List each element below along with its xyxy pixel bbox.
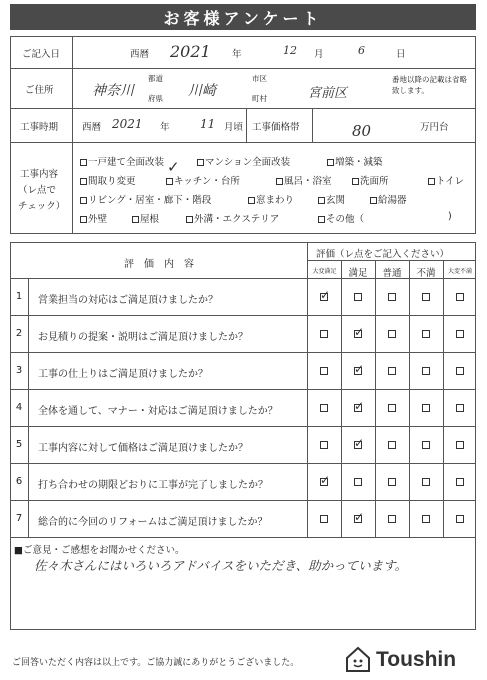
row-divider <box>10 389 476 390</box>
date-month: 12 <box>283 44 297 57</box>
period-era: 西暦 <box>82 122 102 133</box>
opt-other[interactable]: その他（ <box>318 211 364 225</box>
row-divider <box>10 463 476 464</box>
row-divider <box>10 352 476 353</box>
rating-check-mark: ✓ <box>354 325 365 339</box>
rating-checkbox[interactable] <box>320 330 328 338</box>
rating-checkbox[interactable] <box>422 441 430 449</box>
rating-checkbox[interactable] <box>456 293 464 301</box>
opt-exterior[interactable]: 外溝・エクステリア <box>186 211 279 225</box>
rating-checkbox[interactable] <box>422 293 430 301</box>
period-month: 11 <box>200 117 216 131</box>
date-year-unit: 年 <box>232 49 242 60</box>
opt-toilet[interactable]: トイレ <box>428 173 464 187</box>
rating-checkbox[interactable] <box>456 404 464 412</box>
opt-roof[interactable]: 屋根 <box>132 211 159 225</box>
col-very-dissatisfied: 大変不満 <box>447 268 472 275</box>
opt-other-close: ) <box>448 211 452 222</box>
col-neutral: 普通 <box>382 268 402 279</box>
price-value: 80 <box>352 122 372 140</box>
date-label: ご記入日 <box>22 49 61 60</box>
date-era: 西暦 <box>130 49 150 60</box>
row-divider <box>10 500 476 501</box>
address-pref-top: 都道 <box>148 74 163 83</box>
content-label-2: （レ点で <box>18 185 57 196</box>
question-text: 工事の仕上りはご満足頂けましたか？ <box>38 369 208 380</box>
eval-header-right: 評価（レ点をご記入ください） <box>316 249 450 260</box>
rating-checkbox[interactable] <box>388 404 396 412</box>
address-town: 宮前区 <box>308 86 348 101</box>
rating-checkbox[interactable] <box>422 367 430 375</box>
address-city: 川崎 <box>188 83 216 99</box>
rating-checkbox[interactable] <box>456 441 464 449</box>
rating-checkbox[interactable] <box>456 478 464 486</box>
period-label: 工事時期 <box>20 122 59 133</box>
opt-whole-house[interactable]: 一戸建て全面改装 <box>80 154 164 168</box>
opt-water-heater[interactable]: 給湯器 <box>370 192 407 206</box>
col-dissatisfied: 不満 <box>416 268 436 279</box>
address-label: ご住所 <box>25 85 54 96</box>
footer-thanks: ご回答いただく内容は以上です。ご協力誠にありがとうございました。 <box>12 658 300 668</box>
question-text: 営業担当の対応はご満足頂けましたか？ <box>38 295 218 306</box>
question-text: 総合的に今回のリフォームはご満足頂けましたか？ <box>38 517 268 528</box>
question-number: 5 <box>15 439 23 450</box>
rating-checkbox[interactable] <box>320 367 328 375</box>
opt-entrance[interactable]: 玄関 <box>318 192 345 206</box>
rating-checkbox[interactable] <box>422 404 430 412</box>
date-month-unit: 月 <box>314 49 324 60</box>
rating-check-mark: ✓ <box>354 399 365 413</box>
rating-checkbox[interactable] <box>456 515 464 523</box>
col-very-satisfied: 大変満足 <box>312 268 337 275</box>
rating-check-mark: ✓ <box>354 510 365 524</box>
rating-checkbox[interactable] <box>422 515 430 523</box>
kitchen-check-mark: ✓ <box>167 158 180 176</box>
rating-checkbox[interactable] <box>320 515 328 523</box>
question-number: 1 <box>15 291 23 302</box>
question-text: 工事内容に対して価格はご満足頂けましたか？ <box>38 443 248 454</box>
rating-check-mark: ✓ <box>320 288 331 302</box>
rating-checkbox[interactable] <box>456 367 464 375</box>
opt-whole-mansion[interactable]: マンション全面改装 <box>197 154 290 168</box>
price-label: 工事価格帯 <box>252 122 300 133</box>
rating-check-mark: ✓ <box>320 473 331 487</box>
question-text: お見積りの提案・説明はご満足頂けましたか？ <box>38 332 248 343</box>
question-text: 打ち合わせの期限どおりに工事が完了しましたか？ <box>38 480 268 491</box>
rating-checkbox[interactable] <box>388 515 396 523</box>
opt-layout[interactable]: 間取り変更 <box>80 173 136 187</box>
rating-check-mark: ✓ <box>354 436 365 450</box>
content-label-3: チェック） <box>18 201 66 212</box>
period-month-unit: 月頃 <box>224 122 244 133</box>
rating-checkbox[interactable] <box>388 330 396 338</box>
rating-checkbox[interactable] <box>354 478 362 486</box>
question-number: 6 <box>15 476 23 487</box>
survey-title: お客様アンケート <box>10 4 476 30</box>
content-label-1: 工事内容 <box>20 169 59 180</box>
eval-header-left: 評 価 内 容 <box>124 259 194 270</box>
opt-bath[interactable]: 風呂・浴室 <box>276 173 332 187</box>
question-number: 3 <box>15 365 23 376</box>
question-number: 7 <box>15 513 23 524</box>
rating-checkbox[interactable] <box>388 478 396 486</box>
toushin-logo-icon <box>344 645 372 673</box>
address-note: 番地以降の記載は省略致します。 <box>392 75 467 95</box>
rating-checkbox[interactable] <box>388 441 396 449</box>
rating-checkbox[interactable] <box>456 330 464 338</box>
row-divider <box>10 426 476 427</box>
opt-window[interactable]: 窓まわり <box>248 192 294 206</box>
opt-extension[interactable]: 増築・減築 <box>327 154 383 168</box>
rating-checkbox[interactable] <box>320 404 328 412</box>
date-day-unit: 日 <box>396 49 406 60</box>
rating-checkbox[interactable] <box>388 293 396 301</box>
address-pref-bottom: 府県 <box>148 94 163 103</box>
question-text: 全体を通して、マナー・対応はご満足頂けましたか？ <box>38 406 278 417</box>
rating-checkbox[interactable] <box>320 441 328 449</box>
opt-exterior-wall[interactable]: 外壁 <box>80 211 107 225</box>
rating-checkbox[interactable] <box>422 330 430 338</box>
date-day: 6 <box>358 44 365 57</box>
rating-checkbox[interactable] <box>388 367 396 375</box>
opt-kitchen[interactable]: キッチン・台所 <box>166 173 240 187</box>
rating-checkbox[interactable] <box>422 478 430 486</box>
brand-name: Toushin <box>376 648 457 671</box>
address-prefecture: 神奈川 <box>92 83 134 99</box>
period-year: 2021 <box>112 117 143 131</box>
rating-checkbox[interactable] <box>354 293 362 301</box>
row-divider <box>10 315 476 316</box>
comment-text: 佐々木さんにはいろいろアドバイスをいただき、助かっています。 <box>34 558 408 573</box>
comment-label: ■ご意見・ご感想をお聞かせください。 <box>14 545 185 556</box>
opt-living[interactable]: リビング・居室・廊下・階段 <box>80 192 211 206</box>
date-year: 2021 <box>170 42 211 61</box>
opt-washroom[interactable]: 洗面所 <box>352 173 389 187</box>
evaluation-table <box>10 242 476 538</box>
price-unit: 万円台 <box>420 122 449 133</box>
col-satisfied: 満足 <box>348 268 368 279</box>
address-city-bottom: 町村 <box>252 94 267 103</box>
address-city-top: 市区 <box>252 74 267 83</box>
period-year-unit: 年 <box>160 122 170 133</box>
question-number: 2 <box>15 328 23 339</box>
question-number: 4 <box>15 402 23 413</box>
rating-check-mark: ✓ <box>354 362 365 376</box>
